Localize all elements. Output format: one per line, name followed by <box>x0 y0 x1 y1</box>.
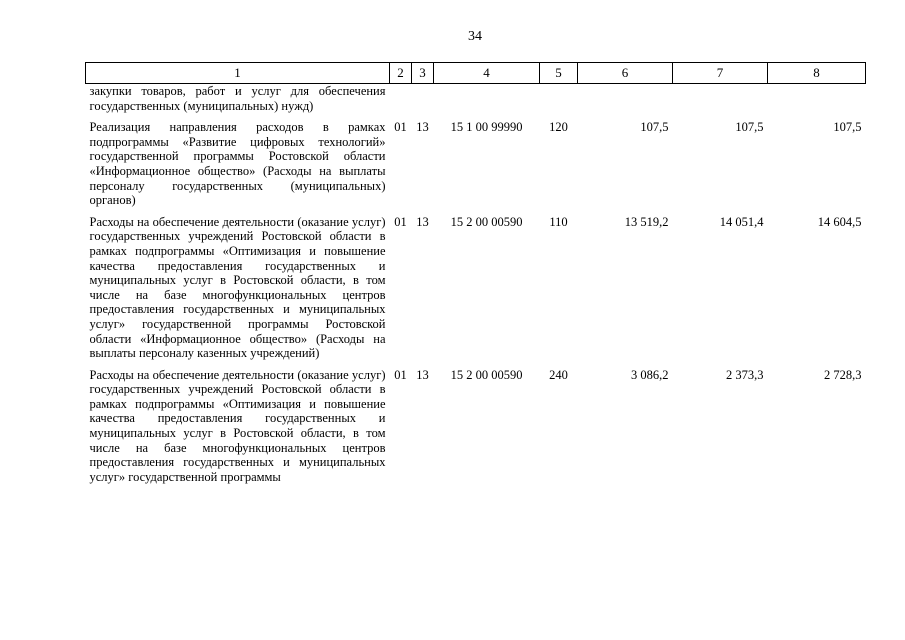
table-row <box>86 208 866 361</box>
expense-description: Расходы на обеспечение деятельности (оказание услуг) государственных учреждений Ростовской области в рамках подпрограммы «Оптимизация и повышение качества предоставления государственных и муниципальных услуг в Ростовской области, в том числе на базе многофункциональных центров предоставления государственных и муниципальных услуг» государственной программы <box>89 367 386 484</box>
page-number: 34 <box>468 29 482 44</box>
expense-type-code: 120 <box>549 120 568 135</box>
budget-table <box>85 62 866 484</box>
subsection-code <box>412 84 434 114</box>
amount-col-8 <box>768 84 866 114</box>
amount-col-7: 107,5 <box>735 120 764 135</box>
amount-col-7: 14 051,4 <box>719 214 764 229</box>
amount-col-7 <box>673 84 768 114</box>
column-header: 2 <box>390 63 412 84</box>
section-code <box>390 84 412 114</box>
expense-type-code <box>540 84 578 114</box>
expense-description: Реализация направления расходов в рамках подпрограммы «Развитие цифровых технологий» государственной программы Ростовской области «Информационное общество» (Расходы на выплаты персоналу государственных (муниципальных) органов) <box>89 120 386 208</box>
column-header: 4 <box>434 63 540 84</box>
section-code: 01 <box>394 214 407 229</box>
expense-type-code: 110 <box>549 214 568 229</box>
column-header: 5 <box>540 63 578 84</box>
amount-col-7: 2 373,3 <box>726 367 764 382</box>
table-header-row <box>86 63 866 84</box>
amount-col-6: 3 086,2 <box>631 367 669 382</box>
amount-col-8: 107,5 <box>833 120 862 135</box>
table-row <box>86 113 866 208</box>
amount-col-6: 107,5 <box>640 120 669 135</box>
column-header: 3 <box>412 63 434 84</box>
target-article-code: 15 1 00 99990 <box>450 120 523 135</box>
expense-description: Расходы на обеспечение деятельности (оказание услуг) государственных учреждений Ростовской области в рамках подпрограммы «Оптимизация и повышение качества предоставления государственных и муниципальных услуг в Ростовской области, в том числе на базе многофункциональных центров предоставления государственных и муниципальных услуг» государственной программы Ростовской области «Информационное общество» (Расходы на выплаты персоналу казенных учреждений) <box>89 214 386 361</box>
target-article-code: 15 2 00 00590 <box>450 214 523 229</box>
subsection-code: 13 <box>416 367 429 382</box>
column-header: 1 <box>86 63 390 84</box>
target-article-code: 15 2 00 00590 <box>450 367 523 382</box>
expense-description: закупки товаров, работ и услуг для обеспечения государственных (муниципальных) нужд) <box>89 84 386 113</box>
subsection-code: 13 <box>416 120 429 135</box>
column-header: 8 <box>768 63 866 84</box>
table-row <box>86 361 866 485</box>
column-header: 7 <box>673 63 768 84</box>
column-header: 6 <box>578 63 673 84</box>
amount-col-6 <box>578 84 673 114</box>
amount-col-8: 2 728,3 <box>824 367 862 382</box>
section-code: 01 <box>394 367 407 382</box>
expense-type-code: 240 <box>549 367 568 382</box>
target-article-code <box>434 84 540 114</box>
subsection-code: 13 <box>416 214 429 229</box>
amount-col-8: 14 604,5 <box>817 214 862 229</box>
section-code: 01 <box>394 120 407 135</box>
amount-col-6: 13 519,2 <box>624 214 669 229</box>
table-row <box>86 84 866 114</box>
